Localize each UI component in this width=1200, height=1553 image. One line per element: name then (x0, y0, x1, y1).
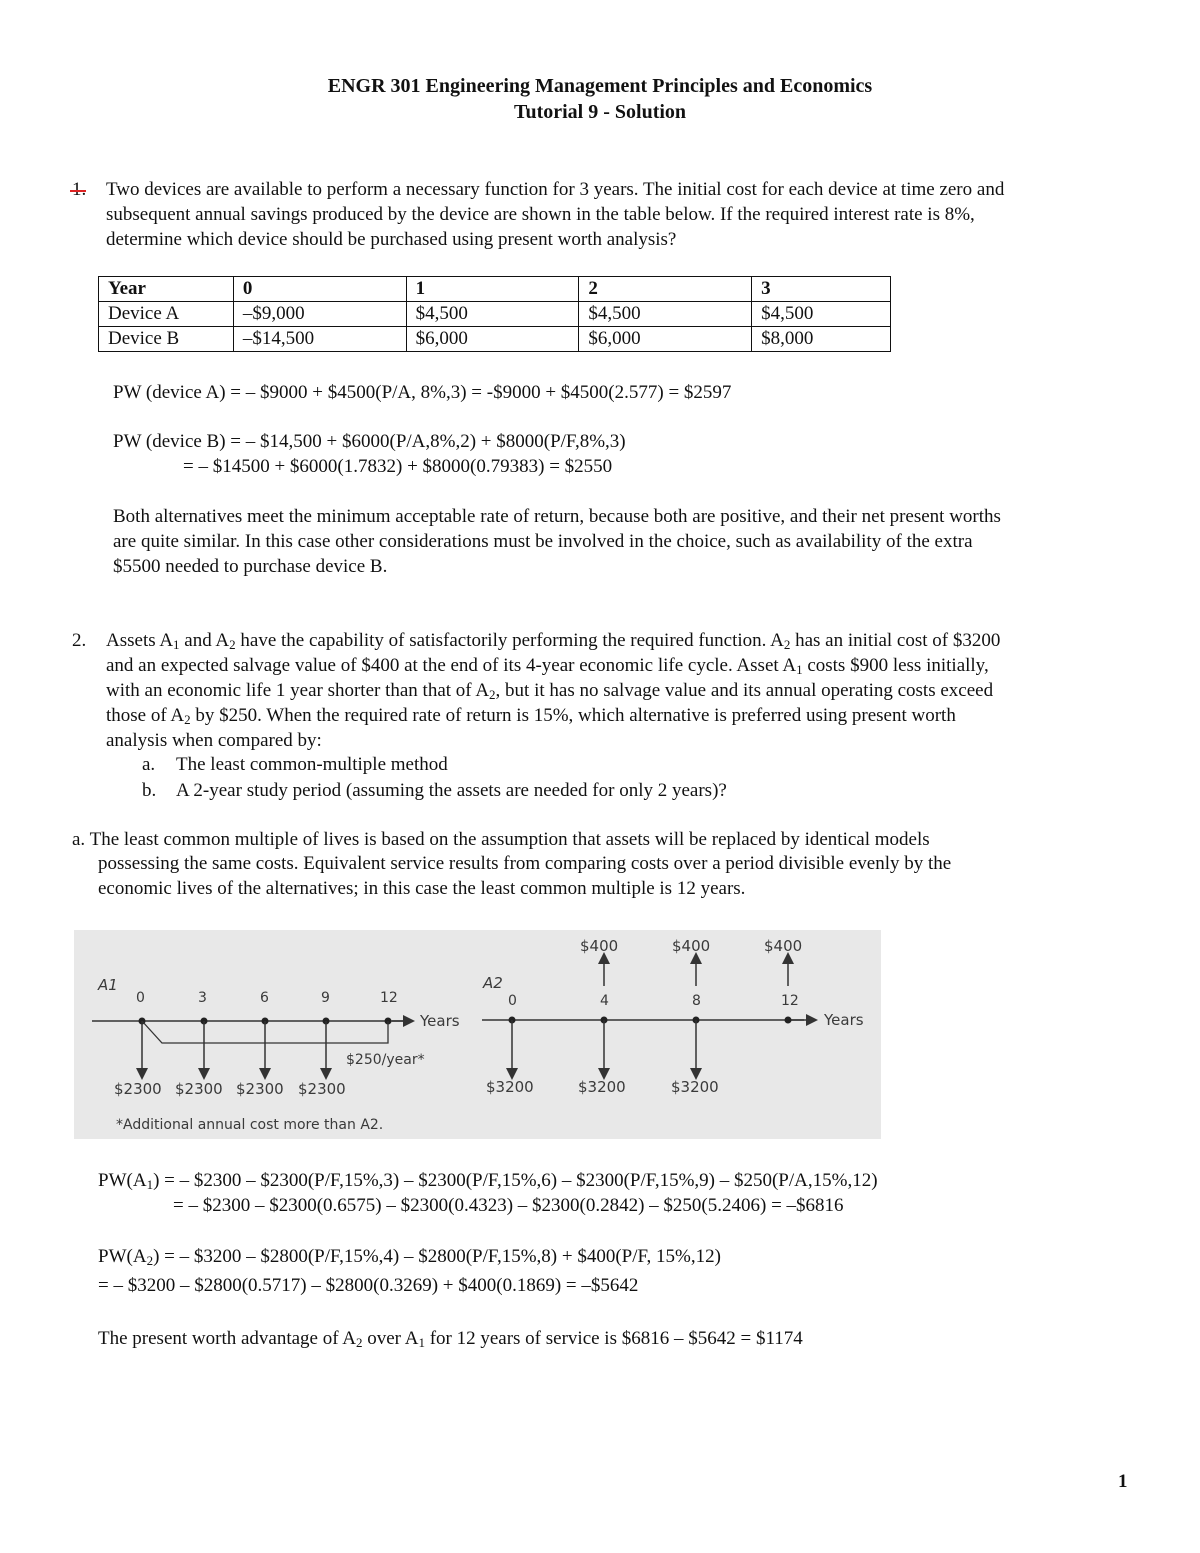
answer-a-line: a. The least common multiple of lives is based on the assumption that assets will be replaced by identical models (72, 829, 930, 850)
table-cell: Device A (99, 302, 234, 327)
question-2-text-line: analysis when compared by: (106, 730, 322, 751)
table-header-cell: Year (99, 277, 234, 302)
a1-tick-9: 9 (321, 990, 330, 1006)
question-2-text-line: those of $A_2$ by $250. When the required rate of return is 15%, which alternative is preferred using present worth (106, 705, 956, 727)
question-2-text-line: and an expected salvage value of $400 at the end of its 4-year economic life cycle. Asset $A_1$ costs $900 less initially, (106, 655, 989, 677)
page-number: 1 (1118, 1471, 1128, 1492)
table-cell: $4,500 (579, 302, 752, 327)
question-1-text-line: determine which device should be purchased using present worth analysis? (106, 229, 677, 250)
a2-label: A2 (483, 974, 503, 992)
a1-tick-3: 3 (198, 990, 207, 1006)
option-a-label: a. (142, 754, 156, 775)
a2-point (785, 1017, 792, 1024)
pw-device-b: PW (device B) = – $14,500 + $6000(P/A,8%,2) + $8000(P/F,8%,3) (113, 431, 626, 452)
a1-tick-0: 0 (136, 990, 145, 1006)
question-1-text-line: Two devices are available to perform a necessary function for 3 years. The initial cost for each device at time zero and (106, 179, 1005, 200)
question-2-text-line: Assets $A_1$ and $A_2$ have the capability of satisfactorily performing the required function. $A_2$ has an initial cost of $3200 (106, 630, 1001, 652)
a2-tick-0: 0 (508, 993, 517, 1009)
a2-tick-12: 12 (781, 993, 799, 1009)
a2-salvage-label: $400 (580, 937, 619, 955)
pw-a2: $PW(A_2)$ = – $3200 – $2800(P/F,15%,4) – $2800(P/F,15%,8) + $400(P/F, 15%,12) (98, 1246, 721, 1268)
conclusion-line: Both alternatives meet the minimum acceptable rate of return, because both are positive, and their net present worths (113, 506, 1001, 527)
pw-device-a: PW (device A) = – $9000 + $4500(P/A, 8%,3) = -$9000 + $4500(2.577) = $2597 (113, 382, 732, 403)
a2-tick-8: 8 (692, 993, 701, 1009)
table-cell: $8,000 (752, 327, 891, 352)
table-cell: –$14,500 (233, 327, 406, 352)
question-1-text-line: subsequent annual savings produced by the device are shown in the table below. If the required interest rate is 8%, (106, 204, 975, 225)
question-2-text-line: with an economic life 1 year shorter than that of $A_2$, but it has no salvage value and its annual operating costs exceed (106, 680, 994, 702)
a1-annual-cost-label: $250/year* (346, 1052, 425, 1068)
a1-cost-label: $2300 (236, 1080, 284, 1098)
a1-cost-label: $2300 (114, 1080, 162, 1098)
answer-a-line: economic lives of the alternatives; in this case the least common multiple is 12 years. (98, 878, 746, 899)
conclusion-line: are quite similar. In this case other considerations must be involved in the choice, such as availability of the extra (113, 531, 973, 552)
a1-cost-label: $2300 (298, 1080, 346, 1098)
a2-axis-label: Years (824, 1011, 864, 1029)
pw-device-b-result: = – $14500 + $6000(1.7832) + $8000(0.79383) = $2550 (183, 456, 613, 477)
document-title: ENGR 301 Engineering Management Principles and Economics (327, 75, 873, 97)
a1-cost-label: $2300 (175, 1080, 223, 1098)
question-1-number (72, 179, 86, 201)
conclusion-line: $5500 needed to purchase device B. (113, 556, 388, 577)
table-cell: $6,000 (406, 327, 579, 352)
question-2-number: 2. (72, 630, 87, 651)
table-cell: Device B (99, 327, 234, 352)
cash-flow-table (98, 276, 891, 352)
diagram-footnote: *Additional annual cost more than A2. (116, 1117, 384, 1133)
table-cell: $6,000 (579, 327, 752, 352)
pw-a2-result: = – $3200 – $2800(0.5717) – $2800(0.3269) + $400(0.1869) = –$5642 (98, 1275, 639, 1296)
a2-tick-4: 4 (600, 993, 609, 1009)
a2-salvage-label: $400 (764, 937, 803, 955)
table-row (99, 302, 891, 327)
a1-tick-6: 6 (260, 990, 269, 1006)
pw-a1-result: = – $2300 – $2300(0.6575) – $2300(0.4323) – $2300(0.2842) – $250(5.2406) = –$6816 (173, 1195, 844, 1216)
a1-label: A1 (98, 976, 118, 994)
a2-cost-label: $3200 (671, 1078, 719, 1096)
cash-flow-diagram (74, 930, 881, 1139)
table-cell: $4,500 (752, 302, 891, 327)
pw-a1: $PW(A_1)$ = – $2300 – $2300(P/F,15%,3) – $2300(P/F,15%,6) – $2300(P/F,15%,9) – $250(P/A,15%,12) (98, 1170, 878, 1192)
a1-axis-label: Years (420, 1012, 460, 1030)
table-header-row (99, 277, 891, 302)
option-b-text: A 2-year study period (assuming the assets are needed for only 2 years)? (176, 780, 727, 801)
document-subtitle: Tutorial 9 - Solution (513, 101, 687, 123)
a1-tick-12: 12 (380, 990, 398, 1006)
table-cell: $4,500 (406, 302, 579, 327)
a2-salvage-label: $400 (672, 937, 711, 955)
a2-cost-label: $3200 (578, 1078, 626, 1096)
table-header-cell: 2 (579, 277, 752, 302)
a2-cost-label: $3200 (486, 1078, 534, 1096)
table-cell: –$9,000 (233, 302, 406, 327)
table-header-cell: 1 (406, 277, 579, 302)
pw-advantage: The present worth advantage of $A_2$ over $A_1$ for 12 years of service is $6816 – $5642 = $1174 (98, 1328, 803, 1350)
table-header-cell: 0 (233, 277, 406, 302)
option-a-text: The least common-multiple method (176, 754, 448, 775)
table-header-cell: 3 (752, 277, 891, 302)
option-b-label: b. (142, 780, 157, 801)
table-row (99, 327, 891, 352)
answer-a-line: possessing the same costs. Equivalent service results from comparing costs over a period divisible evenly by the (98, 853, 952, 874)
